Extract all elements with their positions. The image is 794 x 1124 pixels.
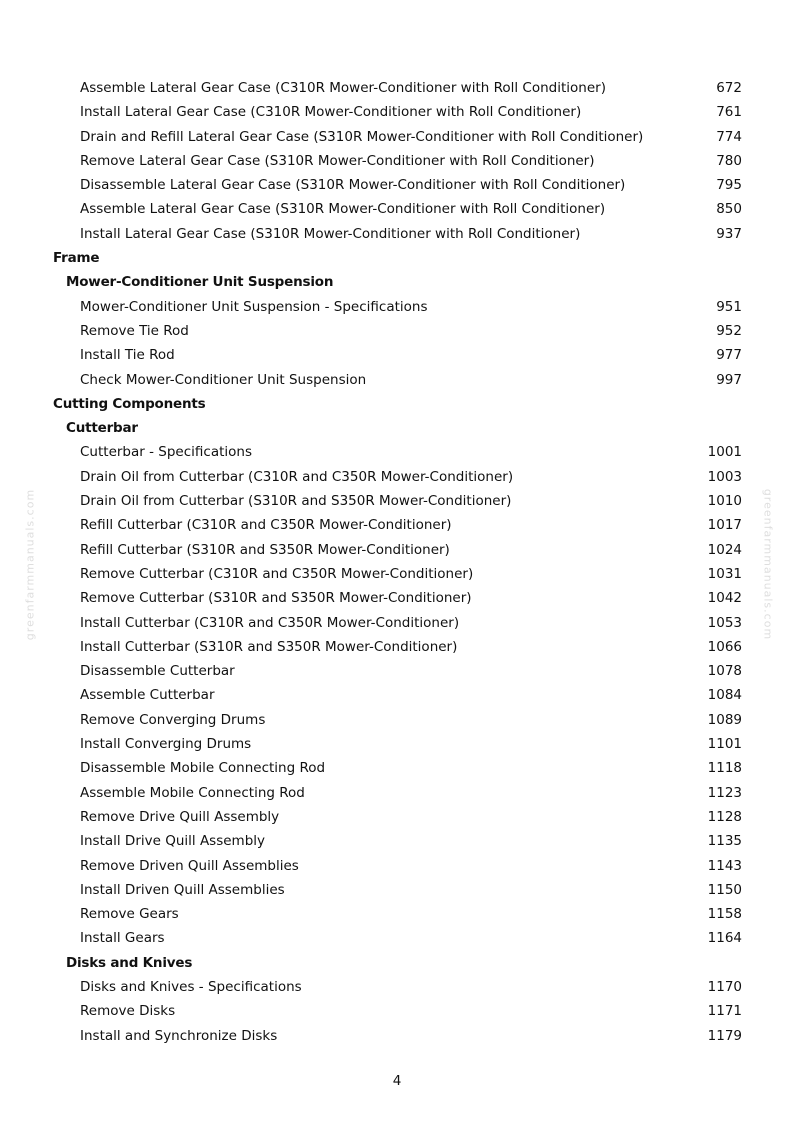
toc-entry-title: Assemble Lateral Gear Case (C310R Mower-Conditioner with Roll Conditioner) bbox=[80, 80, 606, 96]
toc-entry-title: Disassemble Mobile Connecting Rod bbox=[80, 760, 326, 777]
toc-entry[interactable] bbox=[0, 513, 794, 537]
toc-entry[interactable] bbox=[0, 708, 794, 732]
toc-entry[interactable] bbox=[0, 659, 794, 683]
toc-entry[interactable] bbox=[0, 76, 794, 100]
toc-entry[interactable] bbox=[0, 319, 794, 343]
toc-entry-title: Assemble Mobile Connecting Rod bbox=[80, 784, 305, 801]
toc-entry[interactable] bbox=[0, 173, 794, 197]
toc-entry-title: Check Mower-Conditioner Unit Suspension bbox=[80, 371, 367, 388]
toc-entry-page: 1101 bbox=[707, 736, 742, 753]
toc-entry-page: 1017 bbox=[707, 517, 742, 534]
toc-entry-page: 780 bbox=[716, 152, 742, 169]
toc-entry-page: 952 bbox=[716, 322, 742, 339]
toc-entry-title: Cutting Components bbox=[53, 395, 206, 412]
toc-entry-page: 1170 bbox=[707, 978, 742, 995]
toc-entry-page: 1089 bbox=[707, 711, 742, 728]
table-of-contents bbox=[0, 76, 794, 1048]
toc-entry-page: 977 bbox=[716, 347, 742, 364]
toc-entry[interactable] bbox=[0, 732, 794, 756]
toc-entry-page: 774 bbox=[716, 128, 742, 145]
toc-entry-title: Mower-Conditioner Unit Suspension bbox=[66, 274, 334, 291]
toc-entry-page: 850 bbox=[716, 201, 742, 218]
toc-entry[interactable] bbox=[0, 999, 794, 1023]
toc-entry-page: 1053 bbox=[707, 614, 742, 631]
toc-entry-title: Refill Cutterbar (C310R and C350R Mower-Conditioner) bbox=[80, 517, 452, 534]
toc-entry-title: Install and Synchronize Disks bbox=[80, 1027, 278, 1044]
toc-entry-page: 1078 bbox=[707, 663, 742, 680]
toc-entry-title: Install Gears bbox=[80, 930, 165, 947]
toc-entry-page: 1171 bbox=[707, 1003, 742, 1020]
toc-entry-title: Remove Disks bbox=[80, 1003, 176, 1020]
toc-entry-title: Disks and Knives - Specifications bbox=[80, 978, 302, 995]
toc-entry-page: 1179 bbox=[707, 1027, 742, 1044]
toc-entry-page: 937 bbox=[716, 225, 742, 242]
toc-entry-title: Remove Converging Drums bbox=[80, 711, 266, 728]
toc-entry-title: Mower-Conditioner Unit Suspension - Specifications bbox=[80, 298, 428, 315]
toc-section-heading[interactable] bbox=[0, 246, 794, 270]
toc-entry[interactable] bbox=[0, 829, 794, 853]
toc-entry[interactable] bbox=[0, 295, 794, 319]
toc-entry-title: Install Tie Rod bbox=[80, 347, 175, 364]
toc-entry-page: 1066 bbox=[707, 638, 742, 655]
toc-entry[interactable] bbox=[0, 1024, 794, 1048]
toc-section-heading[interactable] bbox=[0, 392, 794, 416]
toc-entry-page: 1150 bbox=[707, 881, 742, 898]
toc-entry[interactable] bbox=[0, 926, 794, 950]
toc-entry-title: Remove Lateral Gear Case (S310R Mower-Conditioner with Roll Conditioner) bbox=[80, 152, 595, 169]
toc-entry[interactable] bbox=[0, 489, 794, 513]
watermark-text: greenfarmmanuals.com bbox=[23, 488, 37, 641]
toc-entry[interactable] bbox=[0, 586, 794, 610]
toc-entry-page: 1084 bbox=[707, 687, 742, 704]
toc-entry-title: Remove Drive Quill Assembly bbox=[80, 808, 280, 825]
toc-entry-title: Drain Oil from Cutterbar (S310R and S350R Mower-Conditioner) bbox=[80, 493, 512, 510]
toc-entry[interactable] bbox=[0, 611, 794, 635]
toc-entry[interactable] bbox=[0, 683, 794, 707]
toc-entry-page: 1158 bbox=[707, 906, 742, 923]
toc-entry-title: Remove Cutterbar (S310R and S350R Mower-Conditioner) bbox=[80, 590, 472, 607]
toc-entry[interactable] bbox=[0, 465, 794, 489]
toc-entry-page: 951 bbox=[716, 298, 742, 315]
toc-entry-title: Cutterbar bbox=[66, 420, 138, 437]
toc-entry-title: Remove Tie Rod bbox=[80, 322, 189, 339]
toc-entry-page: 761 bbox=[716, 104, 742, 121]
toc-entry[interactable] bbox=[0, 222, 794, 246]
toc-entry-title: Assemble Cutterbar bbox=[80, 687, 215, 704]
toc-entry[interactable] bbox=[0, 343, 794, 367]
toc-entry-page: 1135 bbox=[707, 833, 742, 850]
toc-entry-page: 1128 bbox=[707, 808, 742, 825]
toc-entry-page: 1024 bbox=[707, 541, 742, 558]
toc-entry-page: 997 bbox=[716, 371, 742, 388]
toc-entry[interactable] bbox=[0, 781, 794, 805]
toc-entry-title: Frame bbox=[53, 250, 100, 267]
toc-entry-title: Remove Driven Quill Assemblies bbox=[80, 857, 299, 874]
toc-entry-title: Install Drive Quill Assembly bbox=[80, 833, 266, 850]
toc-entry-page: 1123 bbox=[707, 784, 742, 801]
toc-entry-page: 672 bbox=[716, 80, 742, 96]
toc-entry-page: 1001 bbox=[707, 444, 742, 461]
toc-entry[interactable] bbox=[0, 805, 794, 829]
toc-entry[interactable] bbox=[0, 368, 794, 392]
page-number: 4 bbox=[392, 1073, 402, 1089]
toc-entry[interactable] bbox=[0, 756, 794, 780]
toc-entry-page: 1010 bbox=[707, 493, 742, 510]
toc-entry[interactable] bbox=[0, 854, 794, 878]
toc-entry[interactable] bbox=[0, 878, 794, 902]
toc-subsection-heading[interactable] bbox=[0, 270, 794, 294]
toc-entry[interactable] bbox=[0, 902, 794, 926]
toc-entry-title: Cutterbar - Specifications bbox=[80, 444, 252, 461]
toc-entry[interactable] bbox=[0, 440, 794, 464]
toc-entry-title: Refill Cutterbar (S310R and S350R Mower-Conditioner) bbox=[80, 541, 450, 558]
toc-entry[interactable] bbox=[0, 149, 794, 173]
toc-entry-title: Disassemble Cutterbar bbox=[80, 663, 235, 680]
toc-entry-page: 1118 bbox=[707, 760, 742, 777]
toc-entry[interactable] bbox=[0, 562, 794, 586]
toc-entry[interactable] bbox=[0, 975, 794, 999]
toc-subsection-heading[interactable] bbox=[0, 416, 794, 440]
toc-entry-page: 1042 bbox=[707, 590, 742, 607]
toc-entry-title: Remove Gears bbox=[80, 906, 179, 923]
toc-entry-page: 1164 bbox=[707, 930, 742, 947]
toc-entry[interactable] bbox=[0, 635, 794, 659]
toc-entry[interactable] bbox=[0, 538, 794, 562]
toc-subsection-heading[interactable] bbox=[0, 951, 794, 975]
watermark-text: greenfarmmanuals.com bbox=[761, 488, 775, 641]
toc-entry-title: Install Lateral Gear Case (S310R Mower-Conditioner with Roll Conditioner) bbox=[80, 225, 581, 242]
toc-entry-title: Install Cutterbar (S310R and S350R Mower-Conditioner) bbox=[80, 638, 458, 655]
toc-entry[interactable] bbox=[0, 125, 794, 149]
toc-entry[interactable] bbox=[0, 100, 794, 124]
toc-entry-page: 1143 bbox=[707, 857, 742, 874]
toc-entry-title: Install Lateral Gear Case (C310R Mower-Conditioner with Roll Conditioner) bbox=[80, 104, 582, 121]
toc-entry-title: Install Cutterbar (C310R and C350R Mower-Conditioner) bbox=[80, 614, 460, 631]
toc-entry-title: Disassemble Lateral Gear Case (S310R Mower-Conditioner with Roll Conditioner) bbox=[80, 177, 626, 194]
toc-entry-title: Drain and Refill Lateral Gear Case (S310R Mower-Conditioner with Roll Conditioner) bbox=[80, 128, 644, 145]
toc-entry-title: Disks and Knives bbox=[66, 954, 193, 971]
toc-entry-title: Drain Oil from Cutterbar (C310R and C350R Mower-Conditioner) bbox=[80, 468, 514, 485]
toc-entry[interactable] bbox=[0, 197, 794, 221]
toc-entry-page: 1031 bbox=[707, 565, 742, 582]
toc-entry-title: Install Driven Quill Assemblies bbox=[80, 881, 285, 898]
toc-entry-title: Remove Cutterbar (C310R and C350R Mower-Conditioner) bbox=[80, 565, 474, 582]
toc-entry-page: 1003 bbox=[707, 468, 742, 485]
toc-entry-title: Install Converging Drums bbox=[80, 736, 252, 753]
toc-entry-title: Assemble Lateral Gear Case (S310R Mower-Conditioner with Roll Conditioner) bbox=[80, 201, 606, 218]
toc-entry-page: 795 bbox=[716, 177, 742, 194]
